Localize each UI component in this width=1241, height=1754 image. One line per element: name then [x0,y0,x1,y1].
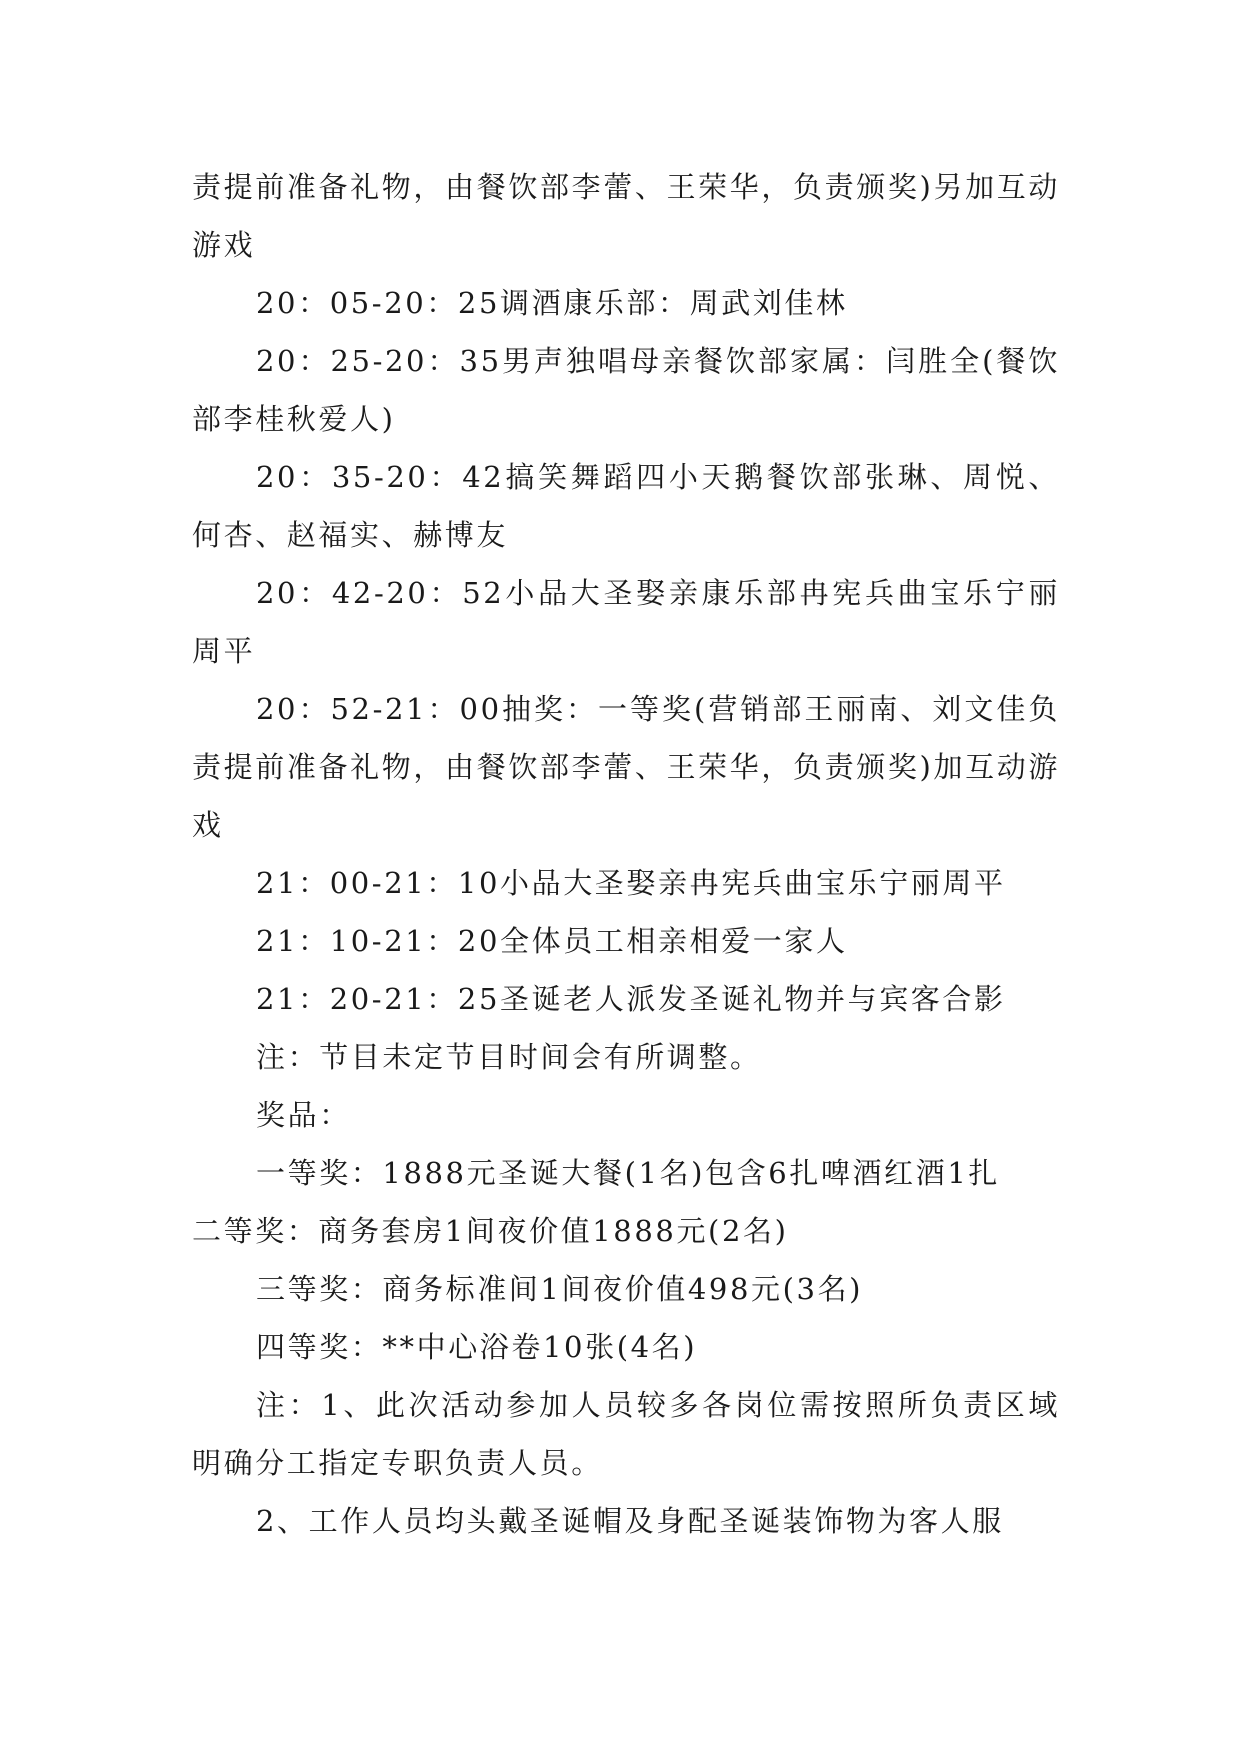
paragraph-program-male-solo: 20：25-20：35男声独唱母亲餐饮部家属：闫胜全(餐饮部李桂秋爱人) [192,344,1060,436]
paragraph-program-all-staff: 21：10-21：20全体员工相亲相爱一家人 [256,924,848,958]
paragraph-gift-award-continued: 责提前准备礼物，由餐饮部李蕾、王荣华，负责颁奖)另加互动游戏 [192,170,1060,262]
paragraph-program-santa: 21：20-21：25圣诞老人派发圣诞礼物并与宾客合影 [256,982,1006,1016]
paragraph-prize-second: 二等奖：商务套房1间夜价值1888元(2名) [192,1214,789,1248]
paragraph-prizes-heading: 奖品： [256,1098,351,1132]
paragraph-prize-first: 一等奖：1888元圣诞大餐(1名)包含6扎啤酒红酒1扎 [256,1156,1000,1190]
paragraph-program-sketch-2: 21：00-21：10小品大圣娶亲冉宪兵曲宝乐宁丽周平 [256,866,1006,900]
document-body [192,158,1060,1550]
paragraph-program-note: 注：节目未定节目时间会有所调整。 [256,1040,762,1074]
paragraph-program-cocktail: 20：05-20：25调酒康乐部：周武刘佳林 [256,286,848,320]
paragraph-prize-third: 三等奖：商务标准间1间夜价值498元(3名) [256,1272,864,1306]
paragraph-program-sketch-1: 20：42-20：52小品大圣娶亲康乐部冉宪兵曲宝乐宁丽周平 [192,576,1060,668]
paragraph-note-2: 2、工作人员均头戴圣诞帽及身配圣诞装饰物为客人服 [256,1504,1004,1538]
paragraph-prize-fourth: 四等奖：**中心浴卷10张(4名) [256,1330,698,1364]
paragraph-program-lottery: 20：52-21：00抽奖：一等奖(营销部王丽南、刘文佳负责提前准备礼物，由餐饮部李蕾、王荣华，负责颁奖)加互动游戏 [192,692,1060,842]
paragraph-note-1: 注：1、此次活动参加人员较多各岗位需按照所负责区域明确分工指定专职负责人员。 [192,1388,1060,1480]
paragraph-program-funny-dance: 20：35-20：42搞笑舞蹈四小天鹅餐饮部张琳、周悦、何杏、赵福实、赫博友 [192,460,1060,552]
